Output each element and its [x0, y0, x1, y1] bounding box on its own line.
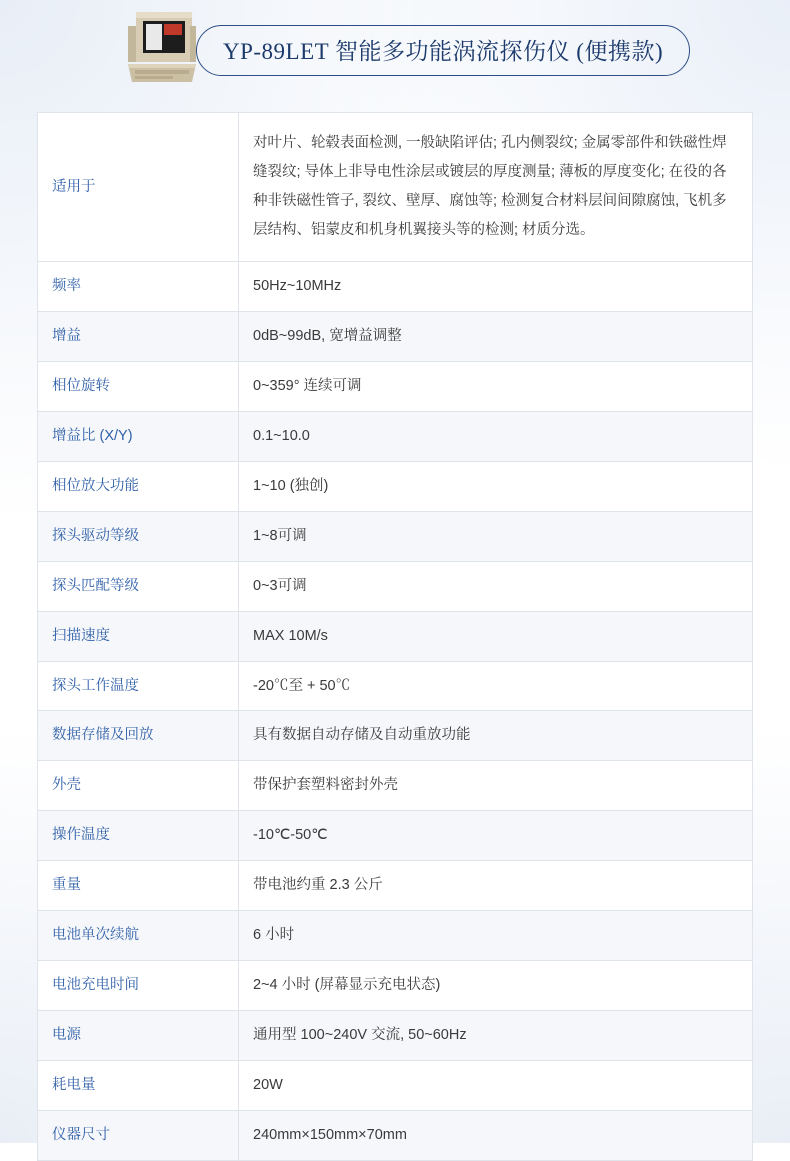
spec-label: 探头匹配等级	[38, 561, 239, 611]
spec-value: 20W	[239, 1061, 753, 1111]
specification-table-body	[38, 113, 753, 1161]
table-row	[38, 361, 753, 411]
spec-label: 增益比 (X/Y)	[38, 411, 239, 461]
spec-label: 操作温度	[38, 811, 239, 861]
spec-label: 探头工作温度	[38, 661, 239, 711]
spec-value: -20℃至 + 50℃	[239, 661, 753, 711]
spec-value: 具有数据自动存储及自动重放功能	[239, 711, 753, 761]
spec-value: 通用型 100~240V 交流, 50~60Hz	[239, 1011, 753, 1061]
table-row	[38, 311, 753, 361]
spec-value: 2~4 小时 (屏幕显示充电状态)	[239, 961, 753, 1011]
table-row	[38, 561, 753, 611]
table-row	[38, 661, 753, 711]
spec-value: 0~3可调	[239, 561, 753, 611]
table-row	[38, 911, 753, 961]
spec-label: 数据存储及回放	[38, 711, 239, 761]
page-title: YP-89LET 智能多功能涡流探伤仪 (便携款)	[223, 38, 664, 64]
spec-value: 带电池约重 2.3 公斤	[239, 861, 753, 911]
spec-label: 重量	[38, 861, 239, 911]
spec-label: 外壳	[38, 761, 239, 811]
spec-value: 0.1~10.0	[239, 411, 753, 461]
spec-value: -10℃-50℃	[239, 811, 753, 861]
table-row	[38, 411, 753, 461]
table-row	[38, 113, 753, 262]
spec-label: 相位放大功能	[38, 461, 239, 511]
spec-value: 对叶片、轮毂表面检测, 一般缺陷评估; 孔内侧裂纹; 金属零部件和铁磁性焊缝裂纹; 导体上非导电性涂层或镀层的厚度测量; 薄板的厚度变化; 在役的各种非铁磁性管子, 裂纹、壁厚、腐蚀等; 检测复合材料层间间隙腐蚀, 飞机多层结构、铝蒙皮和机身机翼接头等的检测; 材质分选。	[239, 113, 753, 262]
table-row	[38, 262, 753, 312]
table-row	[38, 761, 753, 811]
spec-value: 6 小时	[239, 911, 753, 961]
specification-table	[37, 112, 753, 1161]
table-row	[38, 511, 753, 561]
spec-label: 相位旋转	[38, 361, 239, 411]
table-row	[38, 861, 753, 911]
spec-value: 1~10 (独创)	[239, 461, 753, 511]
product-title-pill	[196, 25, 690, 76]
spec-value: MAX 10M/s	[239, 611, 753, 661]
spec-label: 电源	[38, 1011, 239, 1061]
spec-value: 1~8可调	[239, 511, 753, 561]
table-row	[38, 961, 753, 1011]
spec-value: 0~359° 连续可调	[239, 361, 753, 411]
table-row	[38, 611, 753, 661]
table-row	[38, 1110, 753, 1160]
spec-label: 电池充电时间	[38, 961, 239, 1011]
table-row	[38, 811, 753, 861]
table-row	[38, 1061, 753, 1111]
table-row	[38, 711, 753, 761]
spec-label: 电池单次续航	[38, 911, 239, 961]
spec-label: 适用于	[38, 113, 239, 262]
spec-value: 0dB~99dB, 宽增益调整	[239, 311, 753, 361]
spec-label: 耗电量	[38, 1061, 239, 1111]
spec-value: 带保护套塑料密封外壳	[239, 761, 753, 811]
table-row	[38, 461, 753, 511]
spec-label: 频率	[38, 262, 239, 312]
spec-label: 扫描速度	[38, 611, 239, 661]
table-row	[38, 1011, 753, 1061]
spec-value: 50Hz~10MHz	[239, 262, 753, 312]
spec-value: 240mm×150mm×70mm	[239, 1110, 753, 1160]
eddy-current-detector-icon	[122, 8, 202, 86]
spec-label: 探头驱动等级	[38, 511, 239, 561]
spec-label: 仪器尺寸	[38, 1110, 239, 1160]
spec-label: 增益	[38, 311, 239, 361]
page-header	[0, 0, 790, 100]
